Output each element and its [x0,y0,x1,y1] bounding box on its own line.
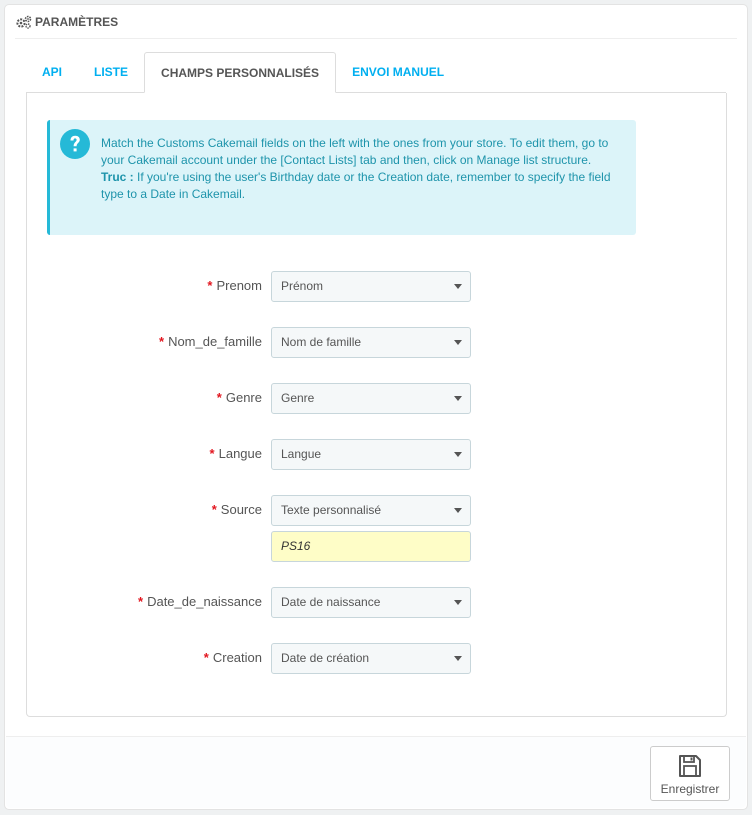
caret-down-icon [454,508,462,513]
required-marker: * [209,446,215,461]
alert-text: Match the Customs Cakemail fields on the left with the ones from your store. To edit them, go to your Cakemail account under the [Contact Lists] tab and then, click on Manage list structure. [101,136,609,167]
caret-down-icon [454,452,462,457]
field-label-date-de-naissance [138,587,262,617]
field-label-creation [204,643,262,673]
save-button-label: Enregistrer [660,782,720,796]
select-creation[interactable] [271,643,471,674]
caret-down-icon [454,600,462,605]
select-value: Date de naissance [281,595,381,609]
select-value: Genre [281,391,315,405]
field-label-prenom [207,271,262,301]
tab-bar [26,53,726,93]
select-langue[interactable] [271,439,471,470]
field-label-text: Source [220,502,262,517]
required-marker: * [203,650,209,665]
panel-heading [15,5,737,39]
alert-tip [101,169,616,203]
field-label-text: Langue [218,446,262,461]
gears-icon [16,15,32,29]
alert-tip-label: Truc : [101,170,134,184]
field-row-prenom [27,271,726,301]
field-label-source [212,495,262,525]
field-label-nom-de-famille [159,327,262,357]
required-marker: * [159,334,165,349]
field-row-date-de-naissance [27,587,726,617]
select-nom-de-famille[interactable] [271,327,471,358]
required-marker: * [138,594,144,609]
required-marker: * [216,390,222,405]
select-prenom[interactable] [271,271,471,302]
field-row-genre [27,383,726,413]
question-circle-icon [59,128,91,160]
tab-pane [26,93,727,717]
field-label-text: Prenom [216,278,262,293]
floppy-disk-icon [677,753,703,779]
settings-panel [4,4,748,810]
tab-liste[interactable]: LISTE [94,65,129,79]
select-value: Date de création [281,651,370,665]
tab-champs-personnalises[interactable]: CHAMPS PERSONNALISÉS [144,52,336,93]
panel-footer [6,736,746,808]
field-label-text: Date_de_naissance [147,594,262,609]
source-custom-text-input[interactable]: PS16 [271,531,471,562]
select-source[interactable] [271,495,471,526]
caret-down-icon [454,340,462,345]
field-row-creation [27,643,726,673]
select-date-de-naissance[interactable] [271,587,471,618]
select-value: Prénom [281,279,324,293]
select-value: Nom de famille [281,335,362,349]
required-marker: * [211,502,217,517]
select-value: Langue [281,447,322,461]
field-label-genre [217,383,262,413]
field-label-text: Creation [212,650,262,665]
caret-down-icon [454,656,462,661]
info-alert [47,120,636,235]
panel-title: PARAMÈTRES [35,14,119,29]
select-value: Texte personnalisé [281,503,382,517]
caret-down-icon [454,284,462,289]
field-row-langue [27,439,726,469]
tab-envoi-manuel[interactable]: ENVOI MANUEL [352,65,445,79]
required-marker: * [207,278,213,293]
select-genre[interactable] [271,383,471,414]
caret-down-icon [454,396,462,401]
field-row-source [27,495,726,553]
alert-tip-text: If you're using the user's Birthday date or the Creation date, remember to specify the field type to a Date in Cakemail. [101,170,611,201]
field-row-nom-de-famille [27,327,726,357]
field-label-text: Nom_de_famille [168,334,262,349]
tab-api[interactable]: API [42,65,63,79]
field-label-text: Genre [225,390,262,405]
field-label-langue [210,439,262,469]
save-button[interactable] [650,746,730,801]
